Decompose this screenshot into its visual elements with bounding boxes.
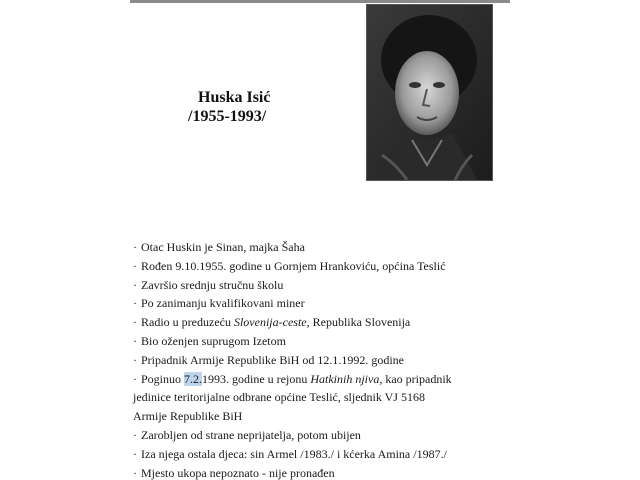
fact-work-prefix: Radio u preduzeću xyxy=(141,315,234,330)
fact-children: Iza njega ostala djeca: sin Armel /1983./ i kćerka Amina /1987./ xyxy=(141,446,447,461)
fact-work-suffix: , Republika Slovenija xyxy=(306,315,411,330)
list-item xyxy=(133,370,503,426)
fact-marriage: Bio oženjen suprugom Izetom xyxy=(141,333,286,348)
list-item xyxy=(133,257,503,276)
bullet: · xyxy=(133,446,137,461)
list-item xyxy=(133,445,503,464)
fact-captured: Zarobljen od strane neprijatelja, potom ubijen xyxy=(141,427,361,442)
bullet: · xyxy=(133,465,137,480)
fact-death-place: Hatkinih njiva xyxy=(310,371,380,386)
portrait-photo xyxy=(366,4,493,181)
list-item xyxy=(133,238,503,257)
fact-birth: Rođen 9.10.1955. godine u Gornjem Hrankoviću, općina Teslić xyxy=(141,258,446,273)
list-item xyxy=(133,426,503,445)
fact-occupation: Po zanimanju kvalifikovani miner xyxy=(141,296,305,311)
bullet: · xyxy=(133,427,137,442)
bullet: · xyxy=(133,333,137,348)
fact-death-date-highlight: 7.2. xyxy=(184,371,203,386)
fact-death-line3: Armije Republike BiH xyxy=(133,409,243,424)
fact-education: Završio srednju stručnu školu xyxy=(141,277,284,292)
list-item xyxy=(133,313,503,332)
bullet: · xyxy=(133,371,137,386)
list-item xyxy=(133,464,503,480)
list-item xyxy=(133,351,503,370)
bullet: · xyxy=(133,296,137,311)
person-name: Huska Isić xyxy=(198,89,271,106)
list-item xyxy=(133,294,503,313)
bullet: · xyxy=(133,277,137,292)
fact-work-company: Slovenija-ceste xyxy=(233,315,307,330)
fact-parents: Otac Huskin je Sinan, majka Šaha xyxy=(141,240,305,254)
top-rule xyxy=(130,0,510,3)
fact-burial: Mjesto ukopa nepoznato - nije pronađen xyxy=(141,465,335,480)
bullet: · xyxy=(133,240,137,254)
fact-death-prefix: Poginuo xyxy=(141,371,185,386)
fact-death-text: 1993. godine u rejonu xyxy=(202,371,311,386)
bullet: · xyxy=(133,258,137,273)
person-years: /1955-1993/ xyxy=(188,108,267,125)
bullet: · xyxy=(133,315,137,330)
fact-army-member: Pripadnik Armije Republike BiH od 12.1.1992. godine xyxy=(141,352,404,367)
fact-death-suffix: , kao pripadnik xyxy=(379,371,452,386)
portrait-photo-icon xyxy=(367,5,492,180)
biography-list xyxy=(133,238,503,480)
bullet: · xyxy=(133,352,137,367)
title-block xyxy=(188,88,270,126)
list-item xyxy=(133,332,503,351)
fact-death-line2: jedinice teritorijalne odbrane općine Teslić, sljednik VJ 5168 xyxy=(133,390,425,405)
list-item xyxy=(133,276,503,295)
